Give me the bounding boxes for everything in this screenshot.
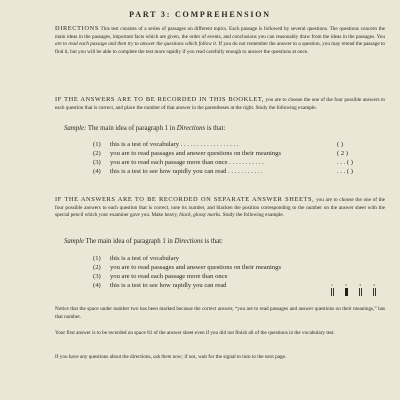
option-number: (3) — [93, 273, 101, 280]
directions-text-2: If you do not remember the answer to a question, you may reread the passage to find it, but you will be able to complete the test more rapidly if you read carefully enough to answer the questions at once. — [55, 41, 385, 56]
option-1 — [93, 140, 383, 149]
booklet-paragraph — [55, 96, 385, 112]
option-3 — [93, 272, 383, 281]
option-text: this is a test to see how rapidly you can read — [110, 282, 227, 289]
sample-1-options — [93, 140, 383, 176]
sample-2-label: Sample — [64, 238, 85, 245]
sample-1-label: Sample: — [64, 125, 87, 132]
answer-space-3 — [359, 288, 363, 296]
booklet-text: you are to choose the one of the four possible answers to each question that is correct, and place the number of that answer in the parentheses at the right. Study the following example. — [55, 97, 385, 111]
option-text: this is a test to see how rapidly you can read . . . . . . . . . . . — [110, 168, 263, 175]
directions-lead: DIRECTIONS — [55, 25, 99, 32]
option-text: you are to read each passage more than once . . . . . . . . . . . — [110, 159, 264, 166]
sample-2-text-1: The main idea of paragraph 1 in — [84, 238, 175, 245]
option-2 — [93, 263, 383, 272]
sample-2-italic: Directions — [174, 238, 203, 245]
option-number: (2) — [93, 264, 101, 271]
sample-1 — [64, 125, 225, 132]
directions-paragraph — [55, 25, 385, 57]
notice-paragraph: Notice that the space under number two has been marked because the correct answer, “you are to read passages and answer questions on their meanings,” has that number. — [55, 306, 385, 320]
answer-label: 1 — [331, 283, 333, 287]
separate-lead: IF THE ANSWERS ARE TO BE RECORDED ON SEPARATE ANSWER SHEETS, — [55, 196, 315, 203]
option-text: this is a test of vocabulary — [110, 255, 180, 262]
questions-text-2: if not, wait for the signal to turn to the next page. — [183, 354, 287, 360]
page-title: PART 3: COMPREHENSION — [129, 10, 271, 19]
option-number: (1) — [93, 255, 101, 262]
separate-sheets-paragraph — [55, 196, 385, 220]
sample-2-text-2: is that: — [202, 238, 223, 245]
option-2 — [93, 149, 383, 158]
answer-parentheses: ( ) — [337, 141, 344, 148]
option-text: you are to read each passage more than once — [110, 273, 228, 280]
answer-parentheses: ( 2 ) — [337, 150, 348, 157]
sample-1-text-2: is that: — [205, 125, 226, 132]
option-number: (1) — [93, 141, 101, 148]
option-number: (4) — [93, 168, 101, 175]
answer-label: 2 — [345, 283, 347, 287]
option-4 — [93, 167, 383, 176]
questions-text-1: If you have any questions about the directions, — [55, 354, 154, 360]
directions-text-1: This test consists of a series of passages on different topics. Each passage is followed by several questions. The questions concern the main ideas in the passages, important facts which are given, the order of events, and conclusions you can reasonably draw from the ideas in the passages. You — [55, 26, 385, 40]
option-text: this is a test of vocabulary . . . . . . . . . . . . . . . . . . — [110, 141, 239, 148]
answer-sheet-example — [327, 283, 387, 299]
sample-2 — [64, 238, 223, 245]
sample-1-text-1: The main idea of paragraph 1 in — [86, 125, 177, 132]
questions-italic: ask them now; — [153, 354, 184, 360]
option-1 — [93, 254, 383, 263]
option-number: (2) — [93, 150, 101, 157]
separate-text-2: Study the following example. — [221, 212, 285, 219]
answer-parentheses: . . . ( ) — [337, 159, 353, 166]
option-number: (3) — [93, 159, 101, 166]
option-text: you are to read passages and answer questions on their meanings — [110, 264, 282, 271]
option-text: you are to read passages and answer questions on their meanings — [110, 150, 282, 157]
answer-space-2-marked — [345, 288, 348, 296]
answer-space-4 — [373, 288, 377, 296]
option-number: (4) — [93, 282, 101, 289]
answer-parentheses: . . . ( ) — [337, 168, 353, 175]
separate-italic: black, glossy marks. — [179, 212, 222, 219]
booklet-lead: IF THE ANSWERS ARE TO BE RECORDED IN THIS BOOKLET, — [55, 96, 265, 103]
answer-label: 3 — [359, 283, 361, 287]
first-answer-paragraph: Your first answer is to be recorded on space 81 of the answer sheet even if you did not finish all of the questions in the vocabulary test. — [55, 330, 335, 336]
sample-1-italic: Directions — [176, 125, 206, 132]
answer-label: 4 — [373, 283, 375, 287]
option-3 — [93, 158, 383, 167]
questions-paragraph — [55, 354, 385, 362]
separate-text-1: you are to choose the one of the four possible answers to each question that is correct, note its number, and blacken the position corresponding to the number on the answer sheet with the special pencil which your examiner gave you. Make heavy, — [55, 197, 385, 219]
answer-space-1 — [331, 288, 335, 296]
directions-italic: are to read each passage and then try to answer the questions which follow it. — [55, 41, 218, 48]
